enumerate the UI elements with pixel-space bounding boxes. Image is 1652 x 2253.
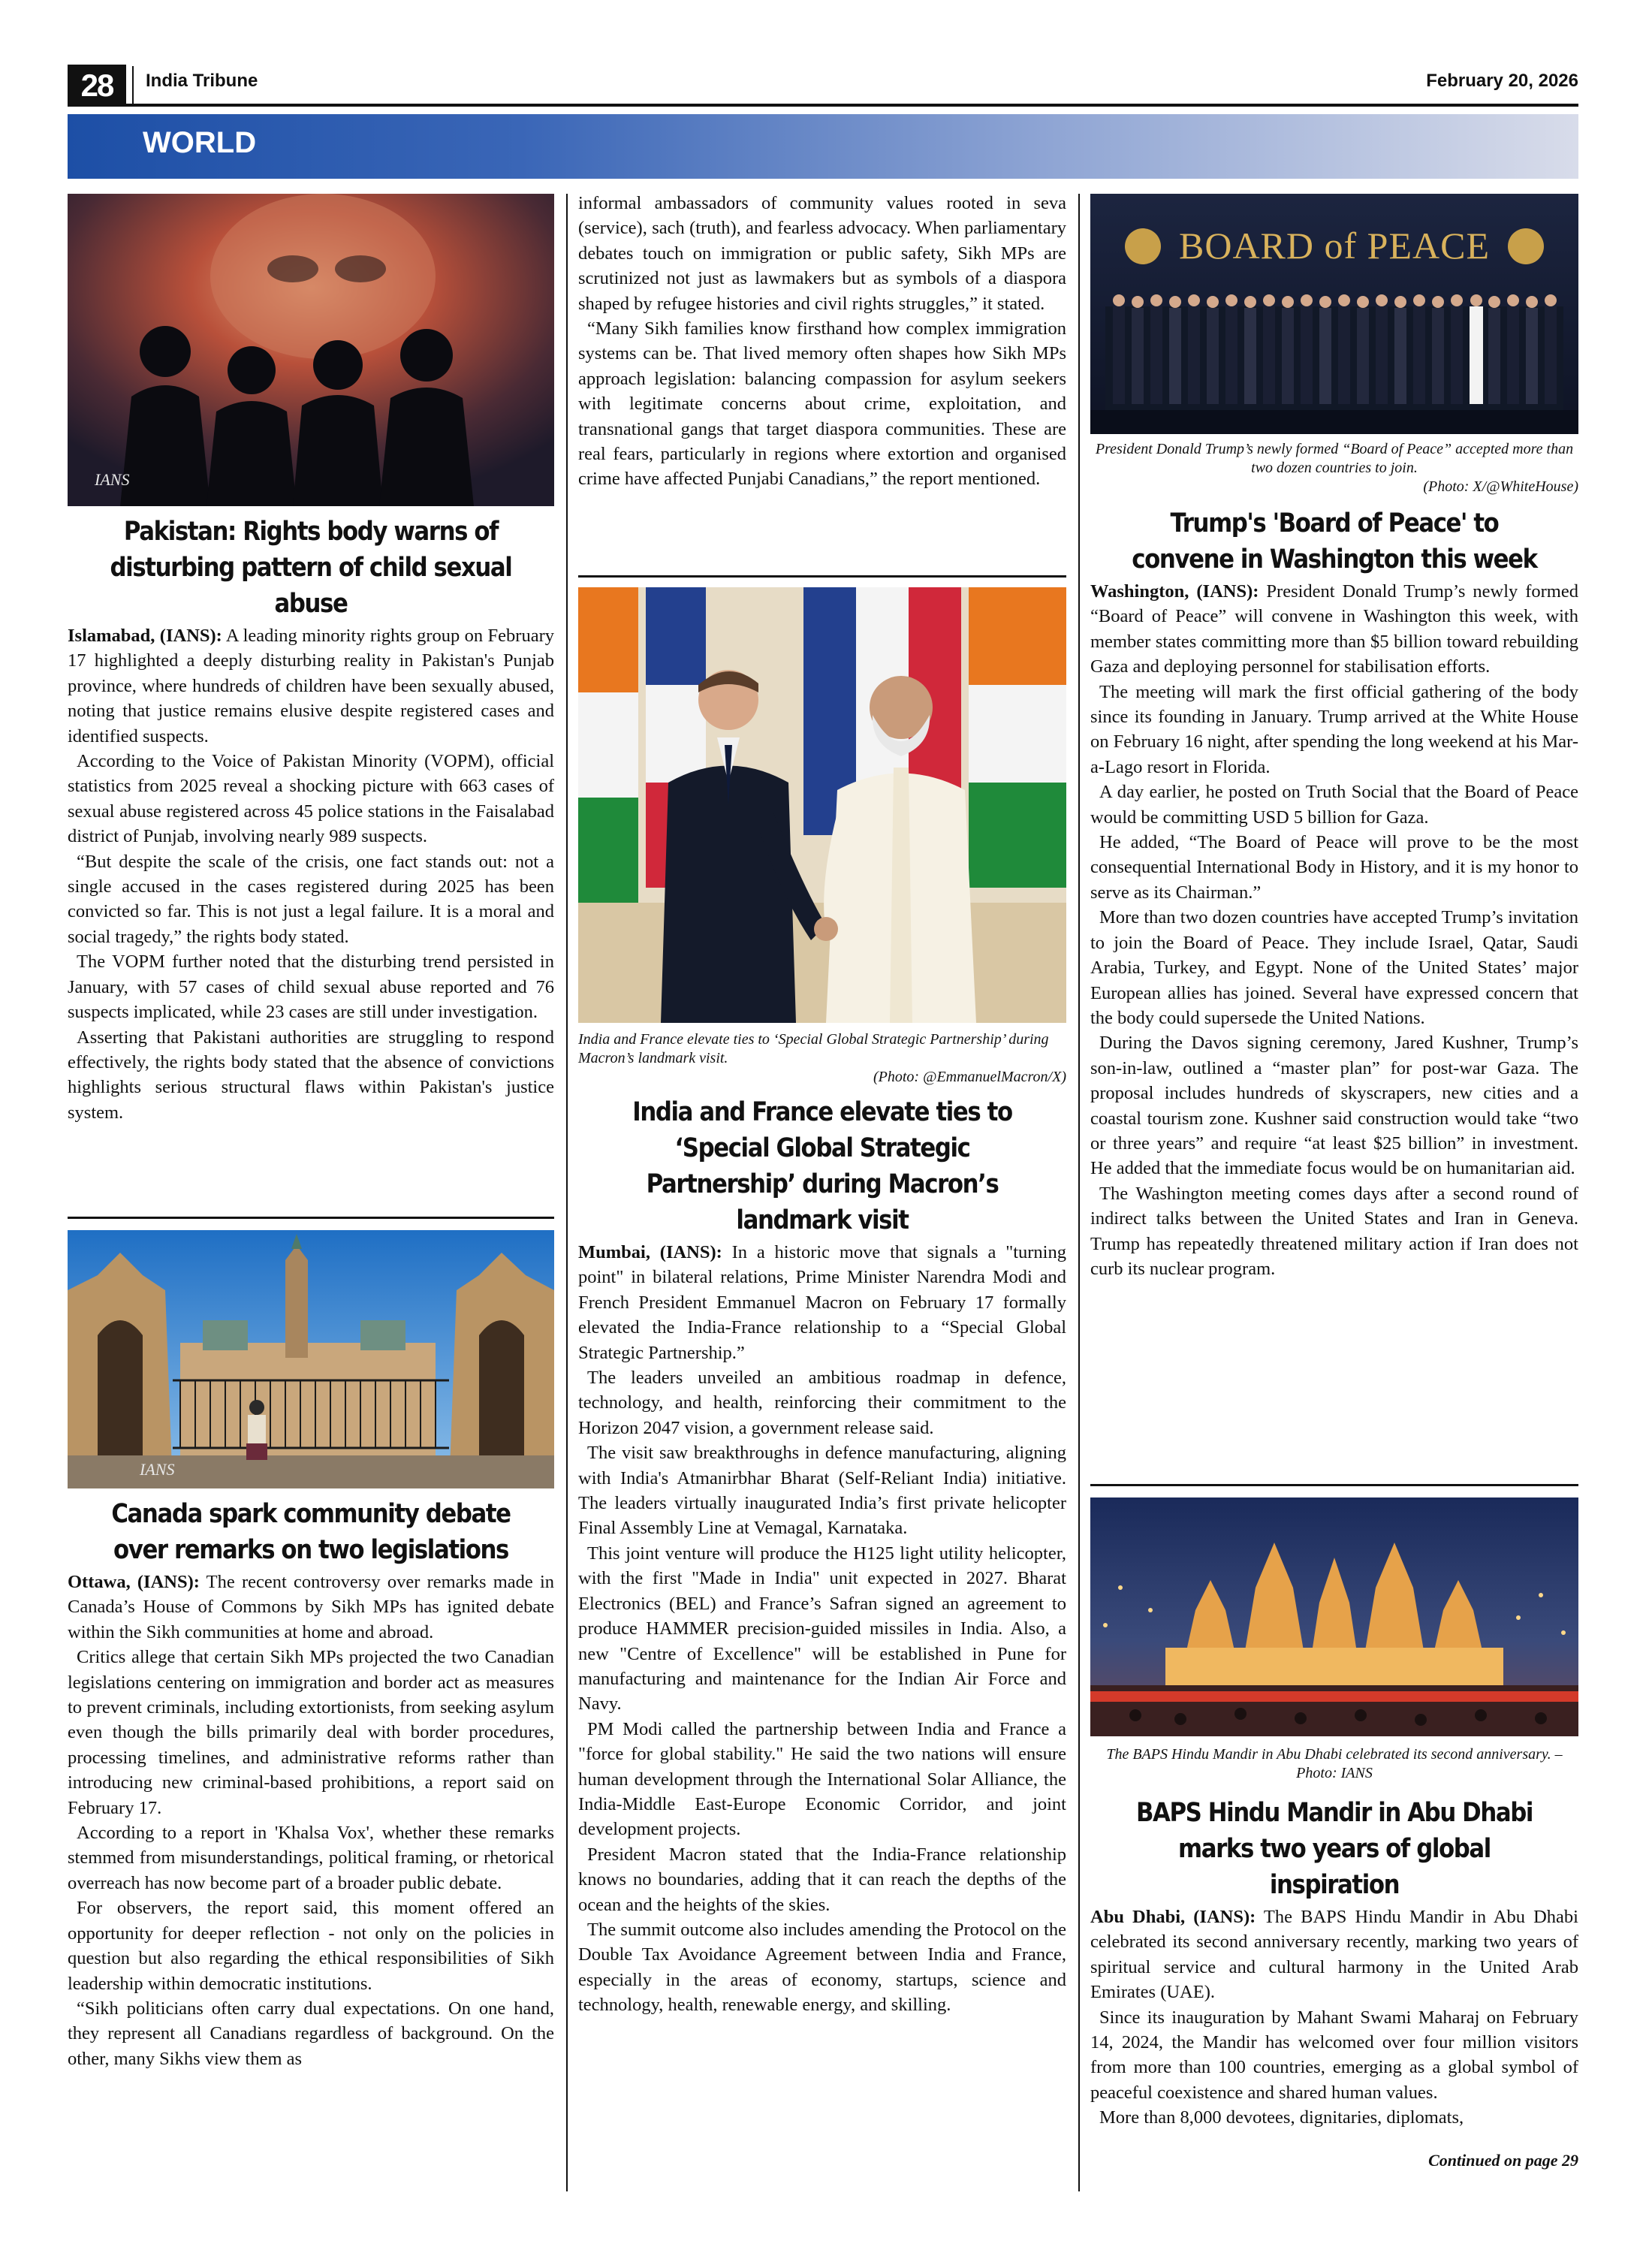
board-of-peace-body xyxy=(1090,579,1578,1281)
india-france-caption xyxy=(578,1030,1066,1087)
india-france-photo xyxy=(578,587,1066,1023)
canada-lead-paragraph xyxy=(68,1570,554,1645)
article-india-france xyxy=(578,587,1066,2018)
header-divider xyxy=(132,66,134,104)
pakistan-lead-paragraph xyxy=(68,623,554,749)
board-of-peace-headline: Trump's 'Board of Peace' to convene in Washington this week xyxy=(1132,508,1537,575)
board-of-peace-paragraph: More than two dozen countries have accepted Trump’s invitation to join the Board of Peace. They include Israel, Qatar, Saudi Arabia, Turkey, and Egypt. None of the United States’ major European allies has joined. Several have expressed concern that the body could supersede the United Nations. xyxy=(1090,907,1578,1028)
article-separator xyxy=(578,575,1066,578)
canada-continued-body xyxy=(578,191,1066,492)
india-france-caption-text: India and France elevate ties to ‘Special Global Strategic Partnership’ during Macron’s landmark visit. xyxy=(578,1031,1049,1066)
baps-lead-paragraph xyxy=(1090,1905,1578,2005)
issue-date: February 20, 2026 xyxy=(1426,71,1578,91)
pakistan-dateline: Islamabad, (IANS): xyxy=(68,626,222,646)
pakistan-body xyxy=(68,623,554,1125)
india-france-lead-text: In a historic move that signals a "turning point" in bilateral relations, Prime Minister Narendra Modi and French President Emmanuel Macron on February 17 formally elevated the India-France relationship to a “Special Global Strategic Partnership.” xyxy=(578,1242,1066,1363)
board-of-peace-caption-text: President Donald Trump’s newly formed “Board of Peace” accepted more than two dozen countries to join. xyxy=(1095,441,1574,476)
india-france-lead-paragraph xyxy=(578,1240,1066,1365)
india-france-body xyxy=(578,1240,1066,2018)
india-france-paragraph: PM Modi called the partnership between India and France a "force for global stability." He said the two nations will ensure human development through the International Solar Alliance, the India-Middle East-Europe Economic Corridor, and joint development projects. xyxy=(578,1718,1066,1840)
canada-photo-graphic xyxy=(68,1230,554,1488)
baps-paragraph: More than 8,000 devotees, dignitaries, diplomats, xyxy=(1099,2107,1464,2128)
board-of-peace-lead-paragraph xyxy=(1090,579,1578,680)
pakistan-paragraph: According to the Voice of Pakistan Minority (VOPM), official statistics from 2025 reveal a shocking picture with 663 cases of sexual abuse registered across 45 police stations in the Faisalabad district of Punjab, involving nearly 989 suspects. xyxy=(68,751,554,847)
pakistan-paragraph: “But despite the scale of the crisis, one fact stands out: not a single accused in the cases registered during 2025 has been convicted so far. This is not just a legal failure. It is a moral and social tragedy,” the rights body stated. xyxy=(68,851,554,947)
pakistan-photo-credit: IANS xyxy=(95,470,130,489)
board-of-peace-photo-credit: (Photo: X/@WhiteHouse) xyxy=(1423,478,1578,495)
canada-continued-paragraph: informal ambassadors of community values rooted in seva (service), sach (truth), and fearless advocacy. When parliamentary debates touch on immigration or public safety, Sikh MPs are scrutinized not just as lawmakers but as symbols of a diaspora shaped by refugee histories and civil rights struggles,” it stated. xyxy=(578,193,1066,314)
baps-dateline: Abu Dhabi, (IANS): xyxy=(1090,1907,1256,1927)
canada-continued xyxy=(578,191,1066,492)
baps-body xyxy=(1090,1905,1578,2131)
canada-photo xyxy=(68,1230,554,1488)
india-france-photo-graphic xyxy=(578,587,1066,1023)
header-rule xyxy=(68,104,1578,107)
board-of-peace-paragraph: A day earlier, he posted on Truth Social that the Board of Peace would be committing USD 5 billion for Gaza. xyxy=(1090,782,1578,828)
canada-lead-text: The recent controversy over remarks made in Canada’s House of Commons by Sikh MPs has ignited debate within the Sikh communities at home and abroad. xyxy=(68,1572,554,1642)
article-pakistan xyxy=(68,194,554,1125)
baps-caption: The BAPS Hindu Mandir in Abu Dhabi celebrated its second anniversary. – Photo: IANS xyxy=(1106,1746,1563,1781)
india-france-paragraph: The visit saw breakthroughs in defence manufacturing, aligning with India's Atmanirbhar Bharat (Self-Reliant India) initiative. The leaders virtually inaugurated India’s first private helicopter Final Assembly Line at Vemagal, Karnataka. xyxy=(578,1443,1066,1539)
section-banner xyxy=(68,114,1578,179)
continued-note: Continued on page 29 xyxy=(1428,2151,1578,2170)
board-of-peace-caption xyxy=(1090,440,1578,496)
page-number: 28 xyxy=(68,65,126,107)
baps-paragraph: Since its inauguration by Mahant Swami Maharaj on February 14, 2024, the Mandir has welcomed over four million visitors from more than 100 countries, emerging as a global symbol of peaceful coexistence and shared human values. xyxy=(1090,2007,1578,2103)
publication-name: India Tribune xyxy=(146,71,258,91)
india-france-paragraph: President Macron stated that the India-France relationship knows no boundaries, adding that it can reach the depths of the ocean and the heights of the skies. xyxy=(578,1844,1066,1915)
board-of-peace-paragraph: He added, “The Board of Peace will prove to be the most consequential International Body in History, and it is my honor to serve as its Chairman.” xyxy=(1090,832,1578,903)
canada-headline: Canada spark community debate over remarks on two legislations xyxy=(111,1499,511,1565)
canada-body xyxy=(68,1570,554,2071)
canada-continued-paragraph: “Many Sikh families know firsthand how complex immigration systems can be. That lived memory often shapes how Sikh MPs approach legislation: balancing compassion for asylum seekers with legitimate concerns about crime, exploitation, and transnational gangs that target diaspora communities. These are real fears, particularly in regions where extortion and organised crime have affected Punjabi Canadians,” the report mentioned. xyxy=(578,318,1066,490)
pakistan-lead-text: A leading minority rights group on February 17 highlighted a deeply disturbing reality in Pakistan's Punjab province, where hundreds of children have been sexually abused, noting that justice remains elusive despite registered cases and identified suspects. xyxy=(68,626,554,746)
board-of-peace-photo xyxy=(1090,194,1578,434)
article-separator xyxy=(68,1217,554,1219)
india-france-headline: India and France elevate ties to ‘Special Global Strategic Partnership’ during Macron’s landmark visit xyxy=(632,1097,1012,1235)
canada-photo-credit: IANS xyxy=(140,1460,175,1479)
canada-paragraph: Critics allege that certain Sikh MPs projected the two Canadian legislations centering on immigration and border act as measures to prevent criminals, including extortionists, from seeking asylum even though the bills primarily deal with border procedures, processing timelines, and administrative reforms rather than introducing new criminal-based prohibitions, a report said on February 17. xyxy=(68,1647,554,1818)
canada-paragraph: According to a report in 'Khalsa Vox', whether these remarks stemmed from misunderstandings, political framing, or rhetorical overreach has now become part of a broader public debate. xyxy=(68,1823,554,1893)
canada-dateline: Ottawa, (IANS): xyxy=(68,1572,200,1592)
canada-paragraph: “Sikh politicians often carry dual expectations. On one hand, they represent all Canadians regardless of background. On the other, many Sikhs view them as xyxy=(68,1998,554,2069)
pakistan-photo-graphic xyxy=(68,194,554,506)
section-title: WORLD xyxy=(143,126,257,159)
canada-paragraph: For observers, the report said, this moment offered an opportunity for deeper reflection - not only on the policies in question but also regarding the ethical responsibilities of Sikh leadership within democratic institutions. xyxy=(68,1898,554,1994)
board-of-peace-paragraph: During the Davos signing ceremony, Jared Kushner, Trump’s son-in-law, outlined a “master plan” for post-war Gaza. The proposal includes hundreds of skyscrapers, new cities and a coastal tourism zone. Kushner said construction would take “two or three years” and require “at least $25 billion” in investment. He added that the immediate focus would be on humanitarian aid. xyxy=(1090,1033,1578,1179)
india-france-photo-credit: (Photo: @EmmanuelMacron/X) xyxy=(873,1069,1066,1085)
india-france-paragraph: This joint venture will produce the H125 light utility helicopter, with the first "Made in India" unit expected in 2027. Bharat Electronics (BEL) and France’s Safran signed an agreement to produce HAMMER precision-guided missiles in India. Also, a new "Centre of Excellence" will be established in Pune for manufacturing and maintenance for the Indian Air Force and Navy. xyxy=(578,1543,1066,1715)
board-of-peace-banner-text: BOARD of PEACE xyxy=(1178,225,1491,267)
column-rule-2 xyxy=(1078,194,1080,2191)
baps-lead-text: The BAPS Hindu Mandir in Abu Dhabi celebrated its second anniversary recently, marking two years of spiritual service and cultural harmony in the United Arab Emirates (UAE). xyxy=(1090,1907,1578,2003)
board-of-peace-paragraph: The meeting will mark the first official gathering of the body since its founding in January. Trump arrived at the White House on February 16 night, after spending the long weekend at his Mar-a-Lago resort in Florida. xyxy=(1090,681,1578,777)
pakistan-photo xyxy=(68,194,554,506)
article-board-of-peace xyxy=(1090,194,1578,1281)
article-canada xyxy=(68,1230,554,2071)
pakistan-headline: Pakistan: Rights body warns of disturbing pattern of child sexual abuse xyxy=(110,517,512,619)
india-france-paragraph: The leaders unveiled an ambitious roadmap in defence, technology, and health, reinforcing their commitment to the Horizon 2047 vision, a government release said. xyxy=(578,1368,1066,1438)
board-of-peace-paragraph: The Washington meeting comes days after a second round of indirect talks between the United States and Iran in Geneva. Trump has repeatedly threatened military action if Iran does not curb its nuclear program. xyxy=(1090,1183,1578,1279)
article-separator xyxy=(1090,1484,1578,1486)
board-of-peace-lead-text: President Donald Trump’s newly formed “Board of Peace” will convene in Washington this week, with member states committing more than $5 billion toward rebuilding Gaza and deploying personnel for stabilisation efforts. xyxy=(1090,581,1578,677)
india-france-dateline: Mumbai, (IANS): xyxy=(578,1242,722,1262)
pakistan-paragraph: Asserting that Pakistani authorities are struggling to respond effectively, the rights body stated that the absence of convictions highlights serious structural flaws within Pakistan's justice system. xyxy=(68,1027,554,1123)
baps-photo-graphic xyxy=(1090,1497,1578,1736)
column-rule-1 xyxy=(566,194,568,2191)
india-france-paragraph: The summit outcome also includes amending the Protocol on the Double Tax Avoidance Agreement between India and France, especially in the areas of economy, startups, science and technology, health, renewable energy, and skilling. xyxy=(578,1919,1066,2016)
pakistan-paragraph: The VOPM further noted that the disturbing trend persisted in January, with 57 cases of child sexual abuse reported and 76 suspects implicated, while 23 cases are still under investigation. xyxy=(68,952,554,1023)
board-of-peace-dateline: Washington, (IANS): xyxy=(1090,581,1259,602)
article-baps xyxy=(1090,1497,1578,2131)
baps-photo xyxy=(1090,1497,1578,1736)
baps-headline: BAPS Hindu Mandir in Abu Dhabi marks two years of global inspiration xyxy=(1135,1798,1533,1900)
